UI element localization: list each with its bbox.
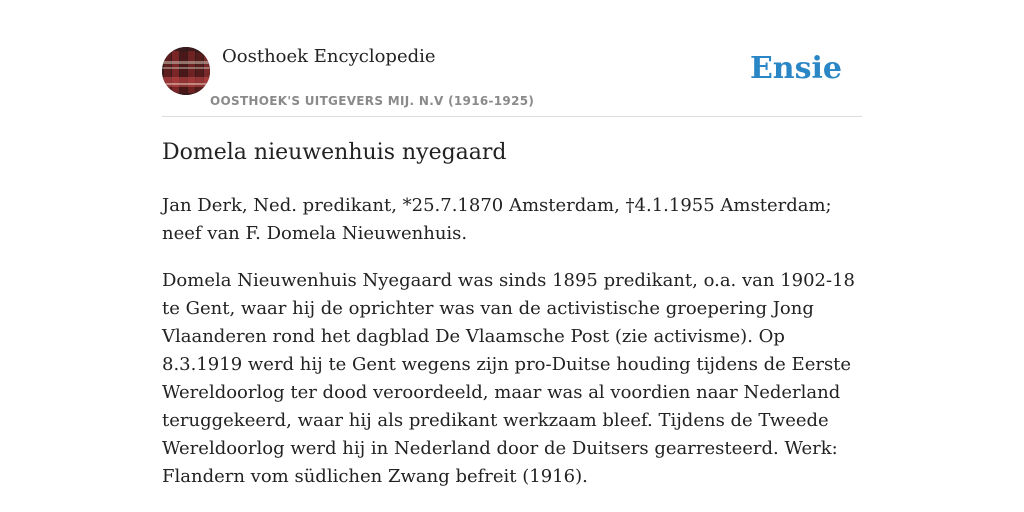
- paragraph-intro: Jan Derk, Ned. predikant, *25.7.1870 Amsterdam, †4.1.1955 Amsterdam; neef van F. Domela Nieuwenhuis.: [162, 195, 832, 244]
- avatar[interactable]: [162, 47, 210, 95]
- paragraph-body: Domela Nieuwenhuis Nyegaard was sinds 1895 predikant, o.a. van 1902-18 te Gent, waar hij de oprichter was van de activistische groepering Jong Vlaanderen rond het dagblad De Vlaamsche Post (zie activisme). Op 8.3.1919 werd hij te Gent wegens zijn pro-Duitse houding tijdens de Eerste Wereldoorlog ter dood veroordeeld, maar was al voordien naar Nederland teruggekeerd, waar hij als predikant werkzaam bleef. Tijdens de Tweede Wereldoorlog werd hij in Nederland door de Duitsers gearresteerd. Werk: Flandern vom südlichen Zwang befreit (1916).: [162, 270, 855, 487]
- book-spines-icon: [162, 47, 210, 95]
- entry-content: [162, 192, 862, 510]
- entry-title: Domela nieuwenhuis nyegaard: [162, 140, 507, 165]
- site-title[interactable]: Oosthoek Encyclopedie: [222, 46, 436, 67]
- page-container: [162, 0, 862, 487]
- publisher-label: OOSTHOEK'S UITGEVERS MIJ. N.V (1916-1925): [210, 94, 535, 108]
- brand-logo[interactable]: Ensie: [749, 51, 842, 86]
- header: [162, 0, 862, 117]
